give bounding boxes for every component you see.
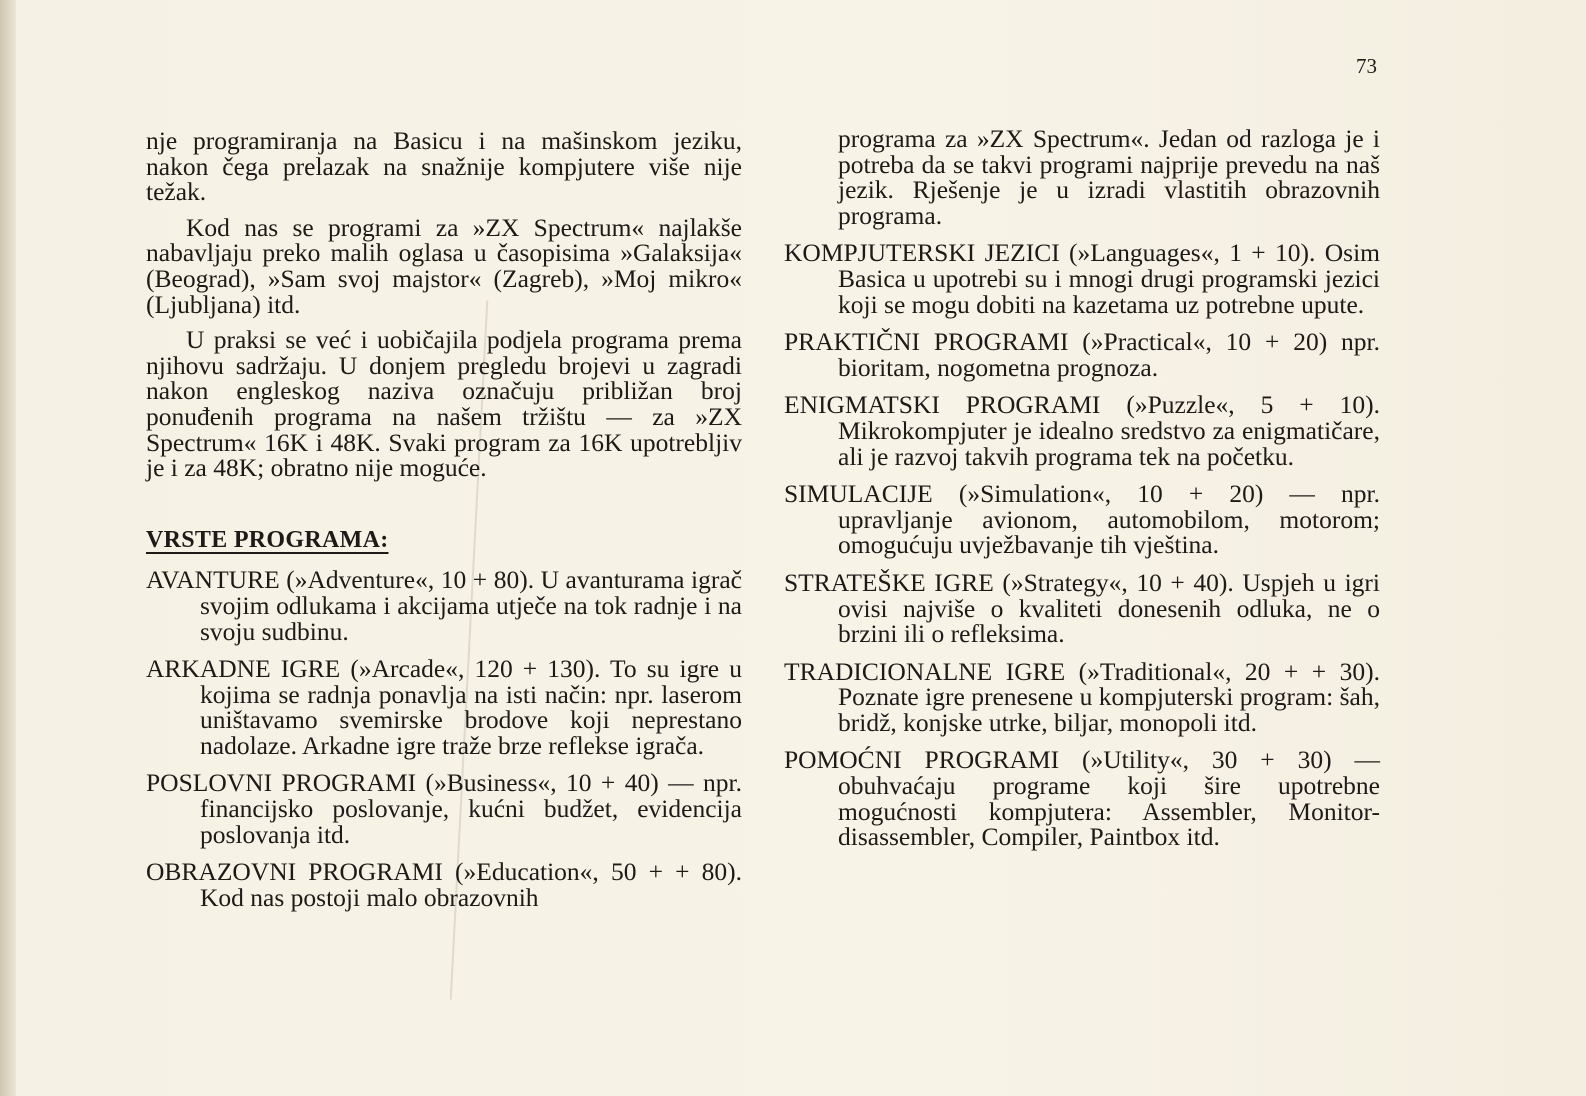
intro-paragraph-continued: nje programiranja na Basicu i na mašinskom jeziku, nakon čega prelazak na snažnije kompjutere više nije težak. (146, 126, 742, 207)
entry-pomocni-programi: POMOĆNI PROGRAMI (»Utility«, 30 + 30) — obuhvaćaju programe koji šire upotrebne mogućnosti kompjutera: Assembler, Monitor-disassembler, Compiler, Paintbox itd. (784, 745, 1380, 852)
entry-prakticni-programi: PRAKTIČNI PROGRAMI (»Practical«, 10 + 20) npr. bioritam, nogometna prognoza. (784, 327, 1380, 382)
entry-obrazovni-programi: OBRAZOVNI PROGRAMI (»Education«, 50 + + 80). Kod nas postoji malo obrazovnih (146, 857, 742, 912)
entry-arkadne-igre: ARKADNE IGRE (»Arcade«, 120 + 130). To su igre u kojima se radnja ponavlja na isti način: npr. laserom uništavamo svemirske brodove koji neprestano nadolaze. Arkadne igre traže brze reflekse igrača. (146, 654, 742, 760)
entry-tradicionalne-igre: TRADICIONALNE IGRE (»Traditional«, 20 + + 30). Poznate igre prenesene u kompjuterski program: šah, bridž, konjske utrke, biljar, monopoli itd. (784, 656, 1380, 737)
left-column (146, 128, 742, 910)
entry-kompjuterski-jezici: KOMPJUTERSKI JEZICI (»Languages«, 1 + 10). Osim Basica u upotrebi su i mnogi drugi programski jezici koji se mogu dobiti na kazetama uz potrebne upute. (784, 238, 1380, 319)
entry-obrazovni-continued: programa za »ZX Spectrum«. Jedan od razloga je i potreba da se takvi programi najprije prevedu na naš jezik. Rješenje je u izradi vlastitih obrazovnih programa. (838, 124, 1380, 230)
entry-strateske-igre: STRATEŠKE IGRE (»Strategy«, 10 + 40). Uspjeh u igri ovisi najviše o kvaliteti donesenih odluka, ne o brzini ili o refleksima. (784, 567, 1380, 649)
book-spine (0, 0, 16, 1096)
right-column (784, 126, 1380, 850)
entry-enigmatski-programi: ENIGMATSKI PROGRAMI (»Puzzle«, 5 + 10). Mikrokompjuter je idealno sredstvo za enigmatičare, ali je razvoj takvih programa tek na početku. (784, 390, 1380, 471)
section-heading: VRSTE PROGRAMA: (146, 526, 389, 553)
page-number: 73 (1356, 54, 1377, 78)
entry-poslovni-programi: POSLOVNI PROGRAMI (»Business«, 10 + 40) — npr. financijsko poslovanje, kućni budžet, evidencija poslovanja itd. (146, 768, 742, 849)
entry-simulacije: SIMULACIJE (»Simulation«, 10 + 20) — npr. upravljanje avionom, automobilom, motorom; omogućuju uvježbavanje tih vještina. (784, 479, 1380, 560)
entry-avanture: AVANTURE (»Adventure«, 10 + 80). U avanturama igrač svojim odlukama i akcijama utječe na tok radnje i na svoju sudbinu. (146, 565, 742, 646)
intro-paragraph-classification: U praksi se već i uobičajila podjela programa prema njihovu sadržaju. U donjem pregledu brojevi u zagradi nakon engleskog naziva označuju približan broj ponuđenih programa na našem tržištu — za »ZX Spectrum« 16K i 48K. Svaki program za 16K upotrebljiv je i za 48K; obratno nije moguće. (146, 325, 742, 483)
intro-paragraph-sources: Kod nas se programi za »ZX Spectrum« najlakše nabavljaju preko malih oglasa u časopisima »Galaksija« (Beograd), »Sam svoj majstor« (Zagreb), »Moj mikro« (Ljubljana) itd. (146, 212, 742, 319)
